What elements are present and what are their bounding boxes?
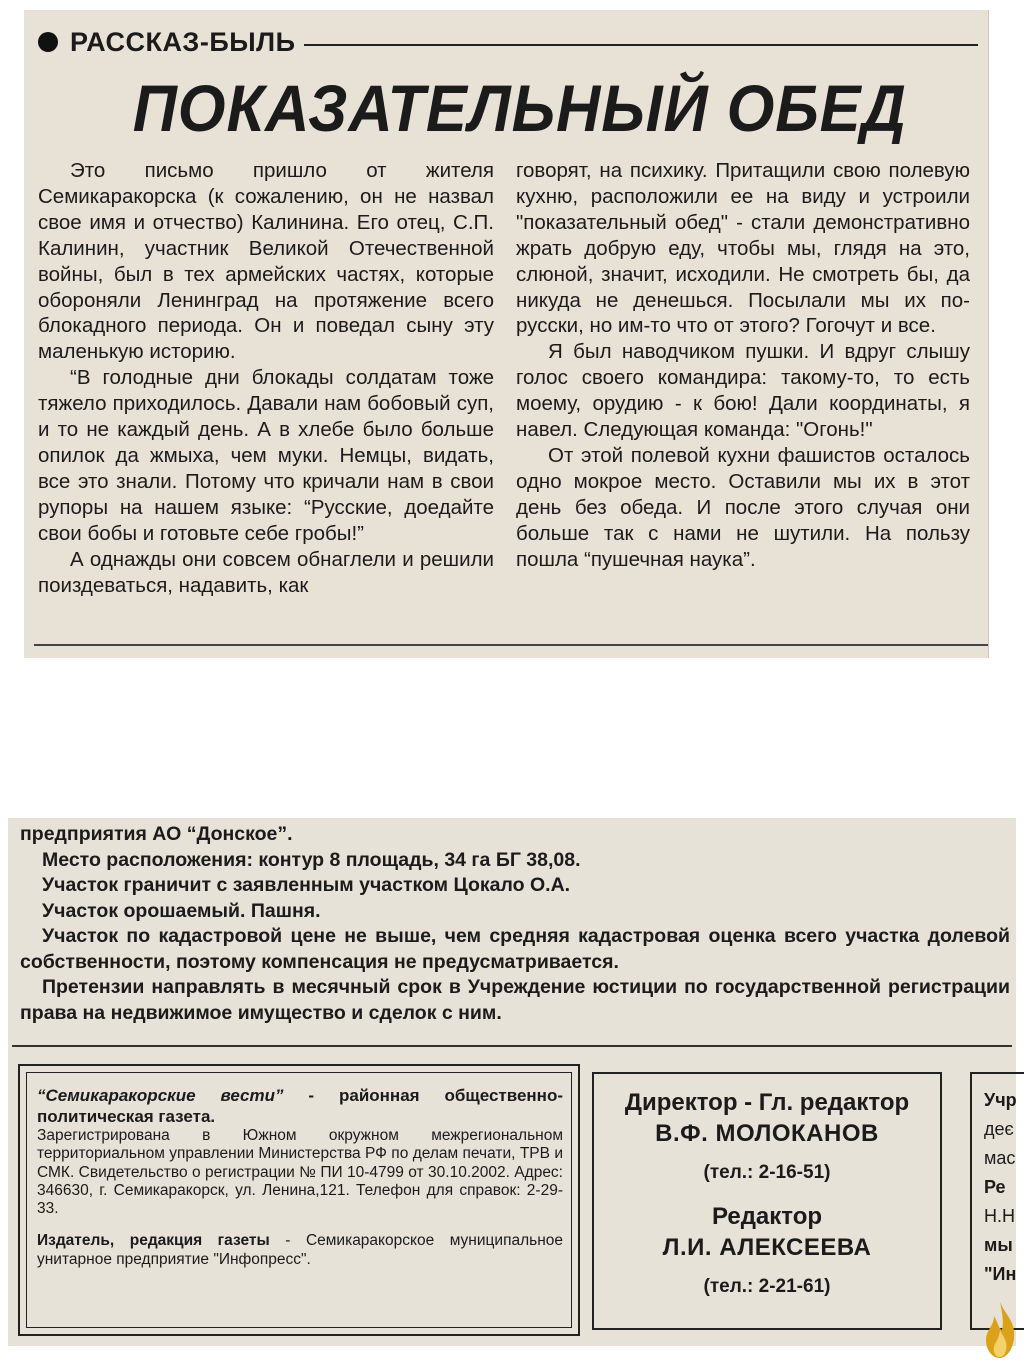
cropped-line: Учр (984, 1090, 1017, 1110)
article-headline: ПОКАЗАТЕЛЬНЫЙ ОБЕД (132, 71, 907, 145)
director-phone: (тел.: 2-16-51) (703, 1162, 831, 1183)
article-paragraph: “В голодные дни блокады солдатам тоже тяжело приходилось. Давали нам бобовый суп, и то не каждый день. А в хлебе было больше опилок да жмыха, чем муки. Немцы, видать, все это знали. Потому что кричали нам в свои рупоры на нашем языке: “Русские, доедайте свои бобы и готовьте себе гробы!” (38, 366, 494, 545)
cropped-line: мы (984, 1235, 1013, 1255)
director-name: В.Ф. МОЛОКАНОВ (655, 1120, 879, 1147)
spacer (37, 1218, 563, 1232)
article-right-column (516, 158, 970, 573)
notice-line: Место расположения: контур 8 площадь, 34 га БГ 38,08. (42, 848, 581, 871)
cropped-line: Н.Н (984, 1206, 1015, 1226)
editor-name: Л.И. АЛЕКСЕЕВА (662, 1234, 872, 1261)
section-divider (12, 1045, 1012, 1047)
publisher-line (37, 1232, 563, 1269)
article-paragraph: От этой полевой кухни фашистов осталось одно мокрое место. Оставили мы их в этот день без обеда. И после этого случая они больше так с нами не шутили. На пользу пошла “пушечная наука”. (516, 443, 970, 571)
notice-line: Участок орошаемый. Пашня. (42, 899, 321, 922)
notice-line: Претензии направлять в месячный срок в Учреждение юстиции по государственной регистрации права на недвижимое имущество и сделок с ним. (20, 976, 1010, 1024)
paper-title-line (37, 1085, 563, 1127)
masthead-box-inner (26, 1072, 572, 1328)
editor-role: Редактор (711, 1203, 823, 1230)
notice-line: Участок граничит с заявленным участком Цокало О.А. (42, 874, 571, 896)
article-clipping (24, 10, 989, 658)
publisher-label: Издатель, редакция газеты (37, 1232, 270, 1250)
article-left-column (38, 158, 494, 598)
notice-line: Участок по кадастровой цене не выше, чем средняя кадастровая оценка всего участка долевой собственности, поэтому компенсация не предусматривается. (20, 925, 1010, 973)
masthead-clipping (8, 818, 1016, 1346)
cropped-founder-box (970, 1072, 1024, 1330)
article-paragraph: Я был наводчиком пушки. И вдруг слышу голос своего командира: такому-то, то есть моему, орудию - к бою! Дали координаты, я навел. Следующая команда: "Огонь!" (516, 340, 970, 442)
article-paragraph: А однажды они совсем обнаглели и решили поиздеваться, надавить, как (38, 547, 494, 597)
director-role: Директор - Гл. редактор (624, 1089, 910, 1116)
article-paragraph: Это письмо пришло от жителя Семикаракорска (к сожалению, он не назвал свое имя и отчество) Калинина. Его отец, С.П. Калинин, участник Великой Отечественной войны, был в тех армейских частях, которые обороняли Ленинград на протяжение всего блокадного периода. Он и поведал сыну эту маленькую историю. (38, 159, 494, 364)
notice-line: предприятия АО “Донское”. (20, 823, 293, 845)
article-rubric (38, 26, 978, 58)
rubric-label: РАССКАЗ-БЫЛЬ (70, 26, 296, 57)
rubric-rule (304, 44, 978, 46)
editors-box (592, 1072, 942, 1330)
cropped-line: Ре (984, 1177, 1006, 1197)
cropped-line: мас (984, 1148, 1016, 1168)
paper-name: “Семикаракорские вести” (37, 1086, 284, 1105)
publisher-text: - Семикаракорское муниципальное унитарное предприятие "Инфопресс". (37, 1232, 563, 1268)
article-paragraph: говорят, на психику. Притащили свою полевую кухню, расположили ее на виду и устроили "показательный обед" - стали демонстративно жрать добрую еду, чтобы мы, глядя на это, слюной, значит, исходили. Не смотреть бы, да никуда не денешься. Посылали мы их по-русски, но им-то что от этого? Гогочут и все. (516, 159, 970, 338)
bullet-icon (38, 32, 58, 52)
cropped-line: "Ин (984, 1264, 1017, 1284)
registration-text: Зарегистрирована в Южном окружном межрегиональном территориальном управлении Министерства РФ по делам печати, ТРВ и СМК. Свидетельство о регистрации № ПИ 10-4799 от 30.10.2002. Адрес: 346630, г. Семикаракорск, ул. Ленина,121. Телефон для справок: 2-29-33. (37, 1127, 563, 1218)
masthead-box (18, 1064, 580, 1336)
paper-description: - районная общественно-политическая газета. (37, 1086, 563, 1126)
cropped-line: деє (984, 1119, 1014, 1139)
editor-phone: (тел.: 2-21-61) (703, 1276, 831, 1297)
article-bottom-rule (34, 644, 988, 646)
spacer (594, 1188, 940, 1202)
land-notice (20, 822, 1010, 1026)
flame-icon (980, 1300, 1020, 1360)
